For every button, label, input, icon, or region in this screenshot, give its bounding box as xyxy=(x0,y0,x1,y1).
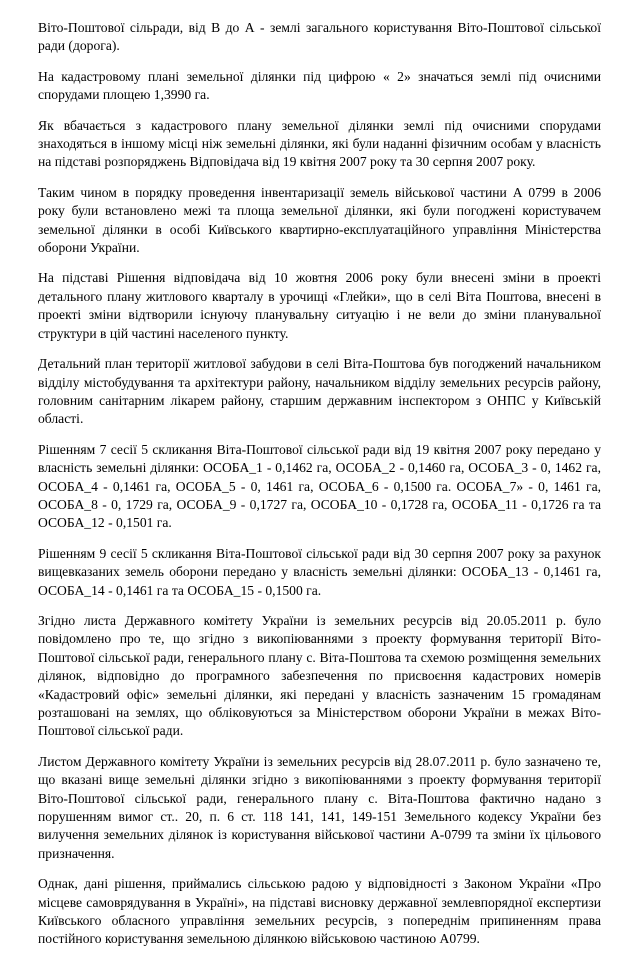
paragraph-decision-session-9: Рішенням 9 сесії 5 скликання Віта-Поштової сільської ради від 30 серпня 2007 року за рахунок вищевказаних земель оборони передано у власність земельні ділянки: ОСОБА_13 - 0,1461 га, ОСОБА_14 - 0,1461 га та ОСОБА_15 - 0,1500 га. xyxy=(38,545,601,598)
document-page xyxy=(38,19,601,961)
paragraph-letter-2011-05-20: Згідно листа Державного комітету України із земельних ресурсів від 20.05.2011 р. було повідомлено про те, що згідно з викопіюваннями з проекту формування території Віто-Поштової сільської ради, генерального плану с. Віта-Поштова та схемою розміщення земельних ділянок, відповідно до програмного забезпечення по присвоєння кадастрових номерів «Кадастровий офіс» земельні ділянки, які передані у власність зазначеним 15 громадянам розташовані на землях, що обліковуються за Міністерством оборони України в межах Віто-Поштової сільської ради. xyxy=(38,612,601,739)
paragraph-continuation-road: Віто-Поштової сільради, від В до А - землі загального користування Віто-Поштової сільської ради (дорога). xyxy=(38,20,601,54)
paragraph-decision-session-7: Рішенням 7 сесії 5 скликання Віта-Поштової сільської ради від 19 квітня 2007 року передано у власність земельні ділянки: ОСОБА_1 - 0,1462 га, ОСОБА_2 - 0,1460 га, ОСОБА_3 - 0, 1462 га, ОСОБА_4 - 0,1461 га, ОСОБА_5 - 0, 1461 га, ОСОБА_6 - 0,1500 га. ОСОБА_7» - 0, 1461 га, ОСОБА_8 - 0, 1729 га, ОСОБА_9 - 0,1727 га, ОСОБА_10 - 0,1728 га, ОСОБА_11 - 0,1726 га та ОСОБА_12 - 0,1501 га. xyxy=(38,441,601,531)
paragraph-inventory-2006: Таким чином в порядку проведення інвентаризації земель військової частини А 0799 в 2006 року були встановлено межі та площа земельної ділянки, які були погоджені користувачем земельної ділянки в особі Київського квартирно-експлуатаційного управління Міністерства оборони України. xyxy=(38,184,601,256)
paragraph-however-decisions: Однак, дані рішення, приймались сільською радою у відповідності з Законом України «Про місцеве самоврядування в Україні», на підставі висновку державної землевпорядної експертизи Київського обласного управління земельних ресурсів, з попереднім припиненням права постійного користування земельною ділянкою військовою частиною А0799. xyxy=(38,876,601,947)
paragraph-detailed-plan-changes: На підставі Рішення відповідача від 10 жовтня 2006 року були внесені зміни в проекті детального плану житлового кварталу в урочищі «Глейки», що в селі Віта Поштова, внесені в проекті зміни відтворили існуючу планувальну ситуацію і не вели до зміни планувальної структури в цій частині населеного пункту. xyxy=(38,270,601,341)
paragraph-letter-2011-07-28: Листом Державного комітету України із земельних ресурсів від 28.07.2011 р. було зазначено те, що вказані вище земельні ділянки згідно з викопіюваннями з проекту формування території Віто-Поштової сільської ради, генерального плану с. Віта-Поштова фактично надано з порушенням вимог ст.. 20, п. 6 ст. 118 141, 141, 149-151 Земельного кодексу України без вилучення земельних ділянок із користування військової частини А-0799 та зміни їх цільового призначення. xyxy=(38,753,601,861)
paragraph-cadastral-plan-2: На кадастровому плані земельної ділянки під цифрою « 2» значаться землі під очисними спорудами площею 1,3990 га. xyxy=(38,68,601,103)
paragraph-treatment-facilities: Як вбачається з кадастрового плану земельної ділянки землі під очисними спорудами знаходяться в іншому місці ніж земельні ділянки, які були наданні фізичним особам у власність на підставі розпоряджень Відповідача від 19 квітня 2007 року та 30 серпня 2007 року. xyxy=(38,117,601,170)
paragraph-plan-approval: Детальний план території житлової забудови в селі Віта-Поштова був погоджений начальником відділу містобудування та архітектури району, начальником відділу земельних ресурсів району, головним санітарним лікарем району, старшим державним інспектором з ОНПС у Київській області. xyxy=(38,356,601,427)
